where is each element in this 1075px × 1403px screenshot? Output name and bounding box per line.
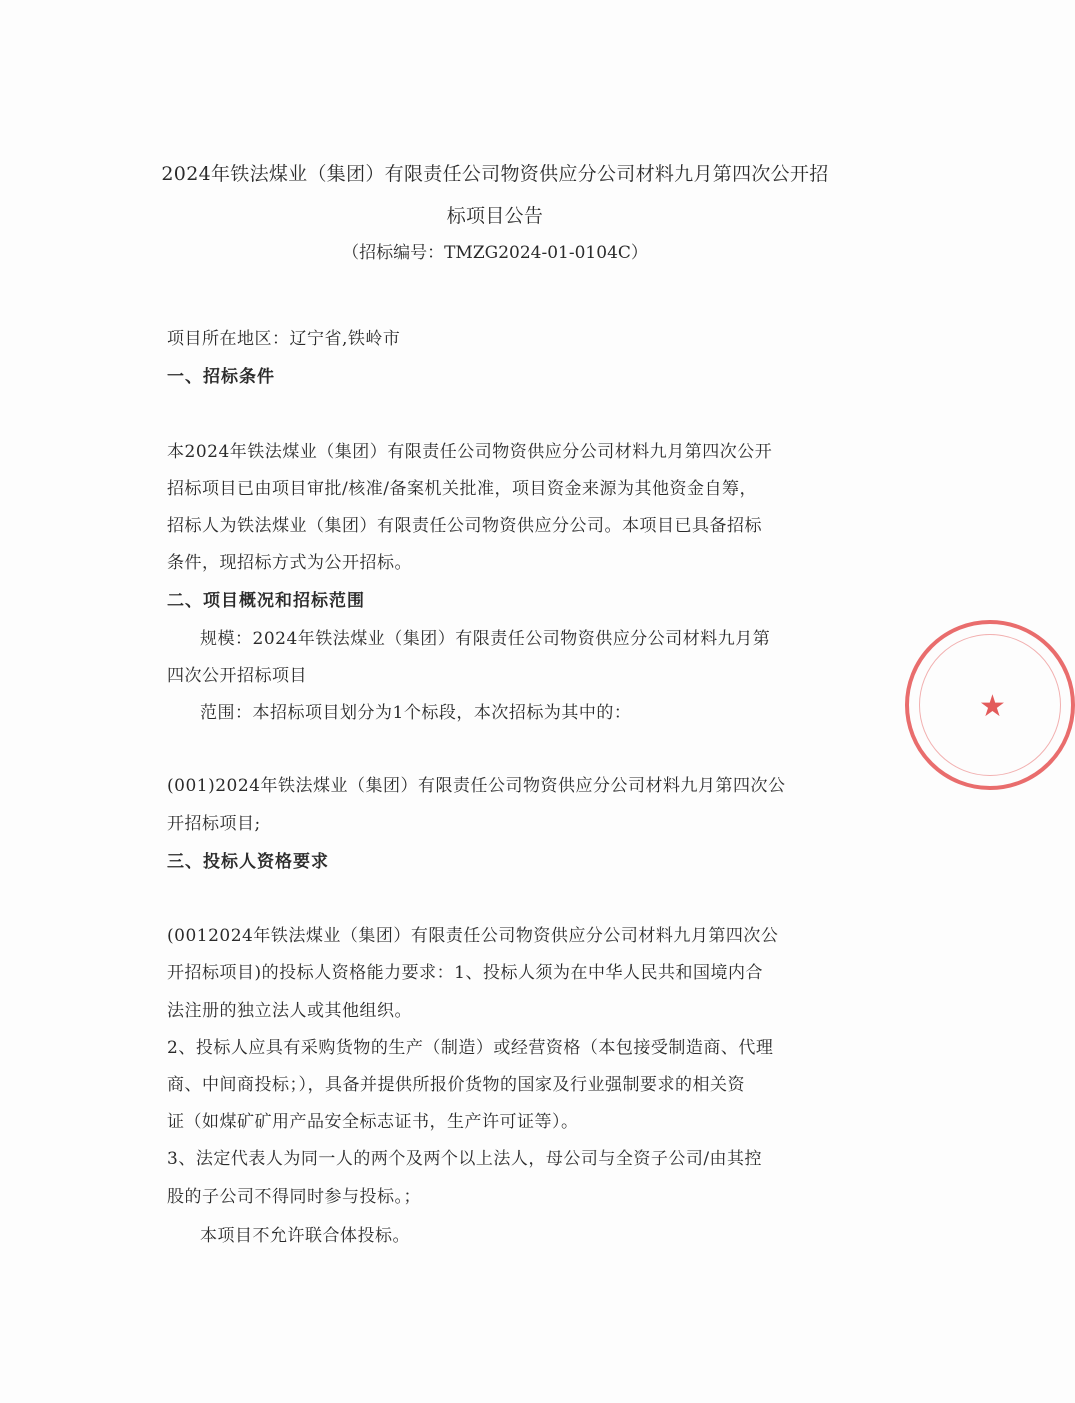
document-title [130,153,860,269]
section-3-line: 3、法定代表人为同一人的两个及两个以上法人，母公司与全资子公司/由其控 [167,1149,763,1169]
section-1-line: 本2024年铁法煤业（集团）有限责任公司物资供应分公司材料九月第四次公开 [167,442,773,462]
section-3-heading: 三、投标人资格要求 [167,852,329,872]
section-1-line: 招标人为铁法煤业（集团）有限责任公司物资供应分公司。本项目已具备招标 [167,516,762,536]
scale-line-2: 四次公开招标项目 [167,666,307,686]
section-2-heading: 二、项目概况和招标范围 [167,591,365,611]
section-1-line: 招标项目已由项目审批/核准/备案机关批准，项目资金来源为其他资金自筹， [167,479,757,499]
section-3-line: 法注册的独立法人或其他组织。 [167,1001,412,1021]
seal-star-icon: ★ [979,689,1006,724]
section-3-line: (0012024年铁法煤业（集团）有限责任公司物资供应分公司材料九月第四次公 [167,926,779,946]
section-1-line: 条件，现招标方式为公开招标。 [167,553,412,573]
section-1-heading: 一、招标条件 [167,367,275,387]
scale-line-1: 规模：2024年铁法煤业（集团）有限责任公司物资供应分公司材料九月第 [200,629,771,649]
section-3-line: 证（如煤矿矿用产品安全标志证书，生产许可证等）。 [167,1112,579,1132]
consortium-note: 本项目不允许联合体投标。 [200,1226,410,1246]
section-3-line: 开招标项目)的投标人资格能力要求：1、投标人须为在中华人民共和国境内合 [167,963,763,983]
title-line-2: 标项目公告 [446,205,544,227]
tender-code: （招标编号：TMZG2024-01-0104C） [342,243,648,263]
company-seal [905,620,1075,790]
title-line-1: 2024年铁法煤业（集团）有限责任公司物资供应分公司材料九月第四次公开招 [161,163,829,185]
section-3-line: 商、中间商投标；），具备并提供所报价货物的国家及行业强制要求的相关资 [167,1075,745,1095]
section-3-line: 2、投标人应具有采购货物的生产（制造）或经营资格（本包接受制造商、代理 [167,1038,774,1058]
section-3-line: 股的子公司不得同时参与投标。； [167,1187,421,1207]
lot-line-1: (001)2024年铁法煤业（集团）有限责任公司物资供应分公司材料九月第四次公 [167,776,786,796]
lot-line-2: 开招标项目; [167,814,261,834]
scope-line: 范围：本招标项目划分为1个标段，本次招标为其中的： [200,703,632,723]
project-region: 项目所在地区：辽宁省,铁岭市 [167,329,401,349]
